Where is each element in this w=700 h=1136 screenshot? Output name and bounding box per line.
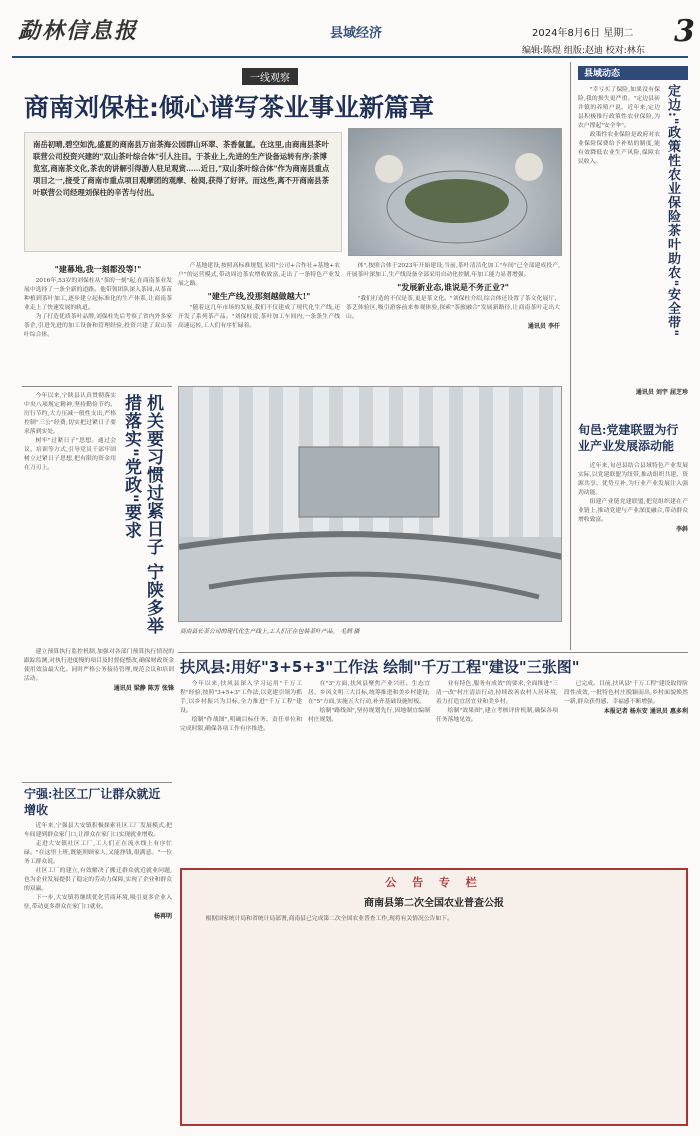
xunyang-headline: 旬邑:党建联盟为行业产业发展添动能 — [578, 423, 679, 453]
fufeng-col1: 今年以来,扶风县深入学习运用"千万工程"经验,按照"3+5+3"工作法,以党建引领为抓手,以乡村振兴为目标,全力推进"千万工程"建设。 绘制"作战图",明确目标任务、责任单位和完成时限,确保各项工作有序推进。 — [180, 681, 302, 732]
fufeng-col3: 业有特色,服务有成效"的要求,全面推进"三清一改"村庄清洁行动,持续改善农村人居环境,着力打造宜居宜业和美乡村。 绘制"效果图",建立考核评价机制,确保各项任务落地见效。 — [436, 681, 558, 723]
county-tail — [578, 388, 688, 414]
issue-date: 2024年8月6日 星期二 — [532, 28, 634, 39]
xunyang-body: 近年来,旬邑县结合县域特色产业发展实际,以党建联盟为纽带,推动组织共建、资源共享、优势互补,为行业产业发展注入强劲动能。 组建产业链党建联盟,把党组织建在产业链上,推动党建与产业深度融合,带动群众增收致富。 李斜 — [578, 463, 688, 533]
notice-title: 公 告 专 栏 — [385, 876, 483, 889]
section-title: 县域经济 — [330, 26, 383, 41]
sub-heading-1: "建幕地,我一刻都没等!" — [54, 264, 142, 274]
notice-subtitle: 商南县第二次全国农业普查公报 — [364, 898, 504, 909]
notice-body — [182, 915, 686, 1125]
sub-heading-2: "建生产线,没那刻越做越大!" — [207, 291, 311, 301]
lede-text: 南岳初晴,碧空如洗,盛夏的商南县万亩茶海公园群山环翠、茶香氤氲。在这里,由商南县茶叶联营公司投资兴建的"双山茶叶综合体"引人注目。于茶业上,先进的生产设备运转有序;茶博览室,商南茶文化,茶农的讲解引得游人驻足观赏……近日,"双山茶叶综合体"作为商南县重点项目之一,接受了商南市重点项目观摩团的观摩、检阅,获得了好评。而这些,离不开商南县茶叶联营公司经理刘保柱的辛苦与付出。 — [33, 140, 330, 197]
xunyang-byline: 李斜 — [675, 526, 688, 533]
main-col1: "建幕地,我一刻都没等!" 2016年,53岁的刘保柱从"茶的一刻"起,在商南茶业发展中选择了一条全新的道路。他带领团队深入茶园,从茶苗种植到茶叶加工,逐步建立起标准化的生产体系,让商南茶业走上了快速发展的轨道。 为了打造优质茶叶品牌,刘保柱先后考察了省内外多家茶企,引进先进的加工设备和管理经验,投资兴建了双山茶叶综合体。 — [24, 264, 172, 338]
main-col3: 体",按照合体于2023年开始建设,当前,茶叶清洁化加工"车间"已全部建成投产,开展茶叶深加工,生产线设备全部采用自动化控制,年加工能力显著增强。 "发展新业态,谁说是不务正业?" "我们打造的不仅是茶,更是茶文化。"刘保柱介绍,综合体还设置了茶文化展厅、茶艺体验区,吸引游客前来参观体验,探索"茶旅融合"发展新路径,让商南茶叶走出大山。 通讯员 李仟 — [346, 263, 560, 330]
county-section-label: 县域动态 — [578, 66, 688, 80]
ningjue-byline: 杨再明 — [153, 913, 172, 920]
main-col2: 产基地建设,按照高标准规划,采用"公司+合作社+基地+农户"的运营模式,带动周边茶农增收致富,走出了一条特色产业发展之路。 "建生产线,没那刻越做越大!" "随着这几年市场的发展,我们不仅建成了现代化生产线,还开发了系列茶产品。"刘保柱说,茶叶加工车间内,一条条生产线高速运转,工人们有序忙碌着。 — [178, 263, 340, 329]
main-byline: 通讯员 李仟 — [527, 323, 560, 330]
notice-box — [180, 868, 688, 1126]
main-headline: 商南刘保柱:倾心谱写茶业事业新篇章 — [24, 93, 434, 122]
sub-heading-3: "发展新业态,谁说是不务正业?" — [397, 282, 509, 292]
ningjue-body: 近年来,宁强县大安镇积极探索社区工厂发展模式,把车间建到群众家门口,让群众在家门口实现就业增收。 走进大安镇社区工厂,工人们正在流水线上有序忙碌。"在这里上班,既能照顾家人,又能挣钱,很满意。"一位务工群众说。 社区工厂的建立,有效解决了搬迁群众就近就业问题,也为企业发展提供了稳定的劳动力保障,实现了企业和群众的双赢。 下一步,大安镇将继续优化营商环境,吸引更多企业入驻,带动更多群众在家门口就业。 杨再明 — [24, 823, 172, 920]
production-line-photo — [178, 386, 562, 622]
fufeng-col4: 已完成。目前,扶风县"千万工程"建设取得阶段性成效,一批特色村庄脱颖而出,乡村面貌焕然一新,群众获得感、幸福感不断增强。 本报记者 杨东安 通讯员 惠多利 — [564, 681, 688, 715]
tea-processing-photo — [348, 128, 562, 256]
county-body: "幸亏买了保险,如果没有保险,我的损失更严重。"定边县砖井镇的养殖户说。近年来,定边县积极推行政策性农业保险,为农户撑起"安全伞"。 政策性农业保险是政府对农业保险保费给予补贴的制度,能有效降低农业生产风险,保障农民收入。 — [578, 87, 660, 165]
page-number: 3 — [674, 14, 695, 49]
main-lede — [24, 132, 342, 252]
photo-caption: 商南县长茶公司的现代化生产线上,工人们正在包装茶叶产品。 毛润 摄 — [180, 629, 360, 635]
party-col-a: 今年以来,宁陕县认真贯彻落实中央八项规定精神,坚持勤俭节约、厉行节约,大力压减一般性支出,严格控制"三公"经费,切实把过紧日子要求落到实处。 树牢"过紧日子"思想。通过会议、培训等方式,引导党员干部牢固树立过紧日子思想,把有限的资金用在刀刃上。 — [24, 393, 116, 471]
ningjue-headline: 宁强:社区工厂让群众就近增收 — [24, 787, 161, 817]
county-byline: 通讯员 刘宇 屈芝珍 — [635, 389, 688, 396]
fufeng-headline: 扶风县:用好"3+5+3"工作法 绘制"千万工程"建设"三张图" — [180, 658, 580, 676]
notice-text: 根据国家统计局和省统计局部署,商南县已完成第二次全国农业普查工作,现将有关情况公告如下。 — [205, 916, 453, 922]
county-headline: 定边:"政策性农业保险茶叶助农"安全带" — [665, 84, 680, 338]
newspaper-logo: 勐林信息报 — [18, 18, 139, 44]
party-headline: 机关要习惯过紧日子 宁陕多举措落实"党政"要求 — [121, 394, 163, 635]
masthead — [12, 10, 695, 58]
fufeng-byline: 本报记者 杨东安 通讯员 惠多利 — [603, 708, 688, 715]
party-byline: 通讯员 梁静 陈芳 张锋 — [113, 685, 174, 692]
editors-line: 编辑:陈煜 组版:赵迪 校对:林东 — [522, 46, 645, 56]
kicker-badge: 一线观察 — [242, 68, 298, 85]
party-col-b: 建立预算执行监控机制,加强对各部门预算执行情况的跟踪监测,对执行进度慢的项目及时督促整改,确保财政资金使用效益最大化。同时严格公务接待管理,规范会议和培训活动。 通讯员 梁静 陈芳 张锋 — [24, 649, 174, 692]
fufeng-col2: 在"3"方面,扶风县聚焦产业兴旺、生态宜居、乡风文明三大目标,统筹推进和美乡村建设;在"5"方面,实施五大行动,补齐基础设施短板。 绘制"路线图",坚持规划先行,因地制宜编制村庄规划。 — [308, 681, 430, 723]
